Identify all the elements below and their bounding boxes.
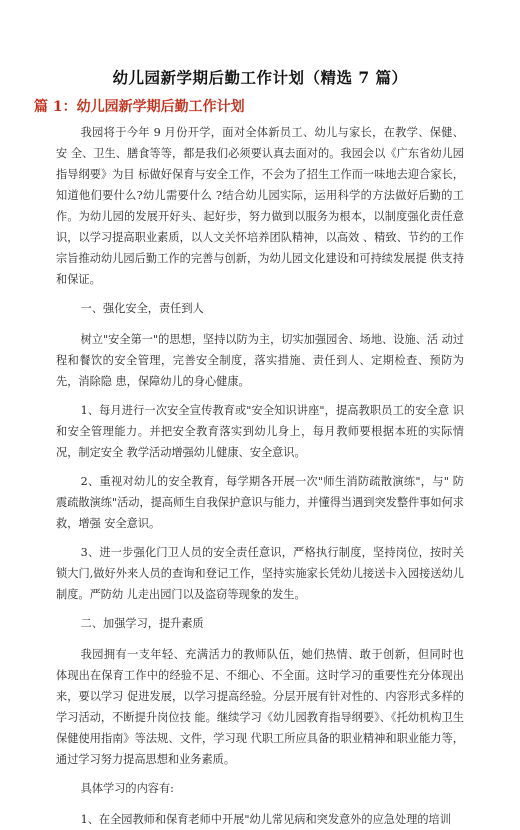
paragraph-item-2: 2、重视对幼儿的安全教育，每学期各开展一次"师生消防疏散演练"，与" 防震疏散演练"活动，提高师生自我保护意识与能力，并懂得当遇到突发整件事如何求救，增强 安全意识。 xyxy=(56,475,464,530)
subheading-study-content: 具体学习的内容有: xyxy=(80,782,174,795)
paragraph-item-3: 3、进一步强化门卫人员的安全责任意识，严格执行制度，坚持岗位，按时关 锁大门,做好外来人员的查询和登记工作，坚持实施家长凭幼儿接送卡入园接送幼儿制度。严防幼 儿走出园门以及盗窃等现象的发生。 xyxy=(56,546,464,601)
subheading-safety: 一、强化安全，责任到人 xyxy=(80,302,204,315)
document-title: 幼儿园新学期后勤工作计划（精选 7 篇） xyxy=(112,68,408,87)
paragraph-learning: 我园拥有一支年轻、充满活力的教师队伍，她们热情、敢于创新，但同时也 体现出在保育工作中的经验不足、不细心、不全面。这时学习的重要性充分体现出来，要以学习 促进发展，以学习提高经验。分层开展有针对性的、内容形式多样的学习活动，不断提升岗位技 能。继续学习《幼儿园教育指导纲要》、《托幼机构卫生保健使用指南》等法规、文件，学习现 代职工所应具备的职业精神和职业能力等，通过学习努力提高思想和业务素质。 xyxy=(56,648,464,766)
paragraph-study-item-1: 1、在全园教师和保育老师中开展"幼儿常见病和突发意外的应急处理的培训 xyxy=(80,813,451,826)
section-heading: 篇 1：幼儿园新学期后勤工作计划 xyxy=(34,99,245,115)
subheading-learning: 二、加强学习，提升素质 xyxy=(80,617,204,630)
paragraph-safety-first: 树立"安全第一"的思想，坚持以防为主，切实加强园舍、场地、设施、活 动过程和餐饮的安全管理，完善安全制度，落实措施、责任到人、定期检查、预防为先，消除隐 患，保障幼儿的身心健康。 xyxy=(56,333,464,388)
paragraph-item-1: 1、每月进行一次安全宣传教育或"安全知识讲座"，提高教职员工的安全意 识和安全管理能力。并把安全教育落实到幼儿身上，每月教师要根据本班的实际情况，制定安全 教学活动增强幼儿健康、安全意识。 xyxy=(56,404,464,459)
intro-paragraph: 我园将于今年 9 月份开学，面对全体新员工、幼儿与家长，在教学、保健、安 全、卫生、膳食等等，都是我们必须要认真去面对的。我园会以《广东省幼儿园指导纲要》为目 标做好保育与安全工作，不会为了招生工作而一味地去迎合家长，知道他们要什么?幼儿需要什么 ?结合幼儿园实际，运用科学的方法做好后勤的工作。为幼儿园的发展开好头、起好步，努力做到以服务为根本，以制度强化责任意识，以学习提高职业素质，以人文关怀培养团队精神，以高效 、精致、节约的工作宗旨推动幼儿园后勤工作的完善与创新，为幼儿园文化建设和可持续发展提 供支持和保证。 xyxy=(56,126,464,286)
